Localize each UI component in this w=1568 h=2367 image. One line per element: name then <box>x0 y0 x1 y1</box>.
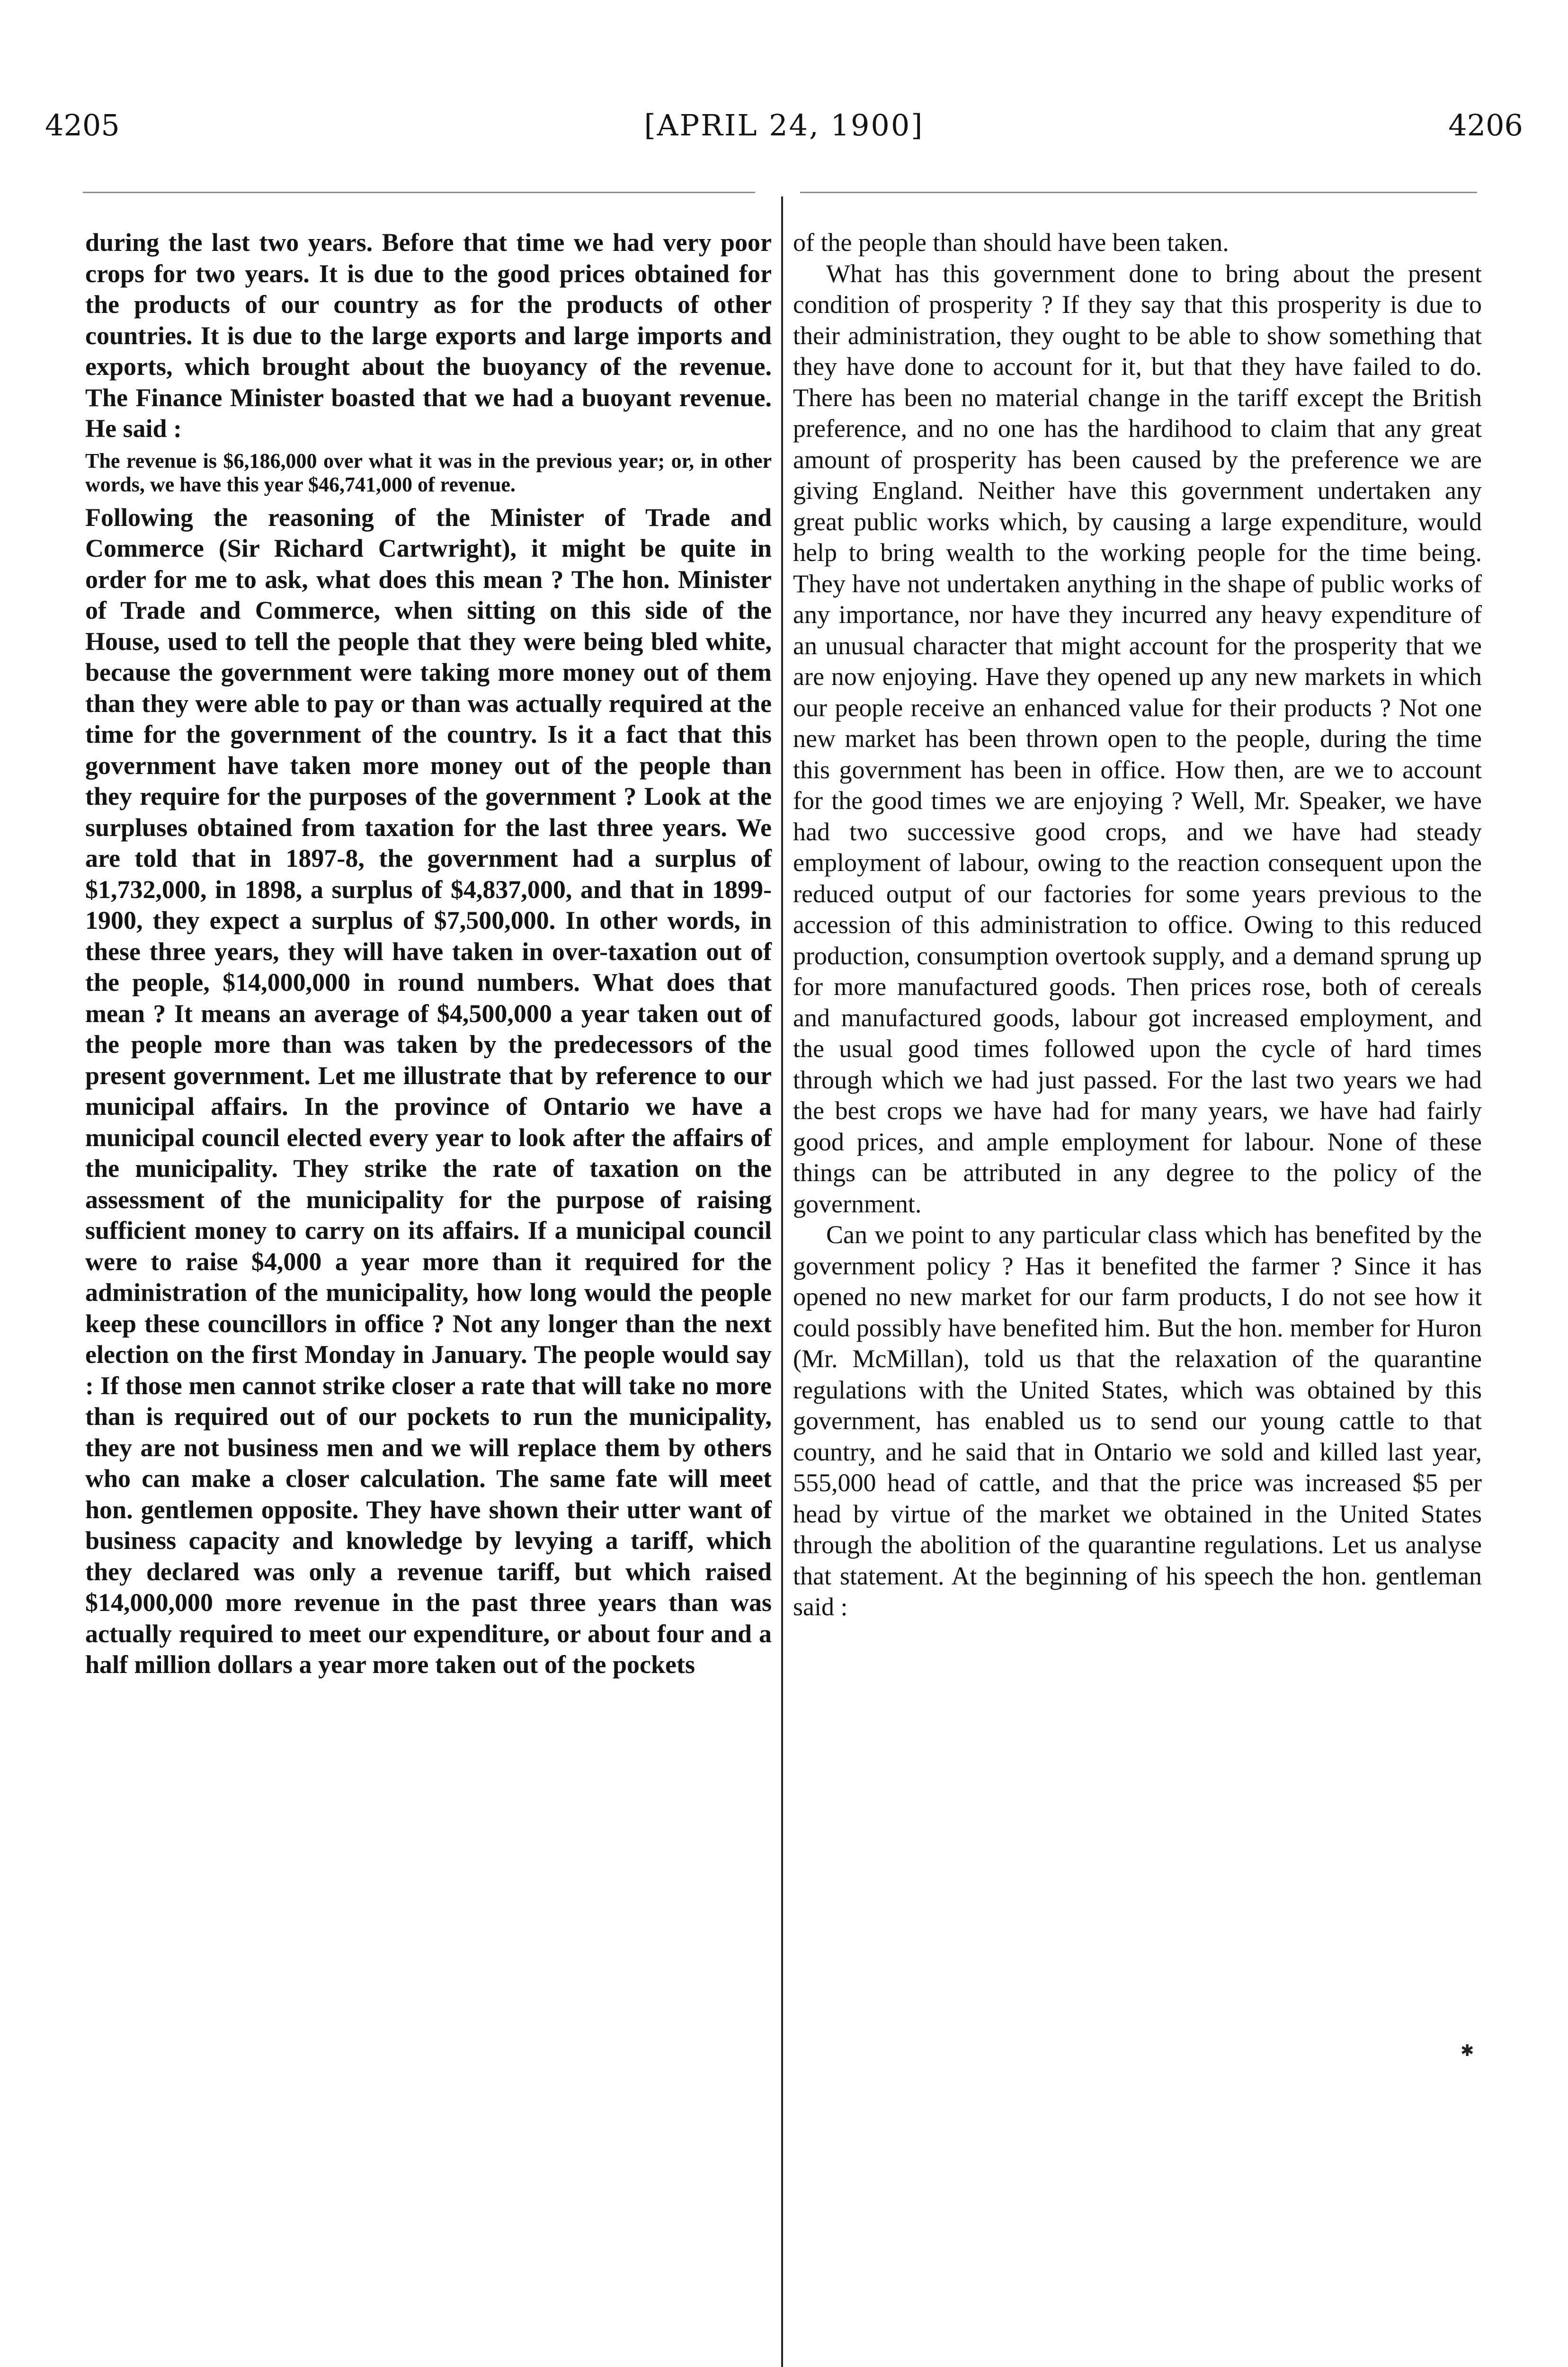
column-divider <box>781 196 783 2367</box>
left-column <box>85 227 772 1681</box>
right-column <box>793 227 1482 1623</box>
header-rule-left <box>83 192 755 193</box>
left-paragraph-1: during the last two years. Before that time we had very poor crops for two years. It is due to the good prices obtained for the products of our country as for the products of other countries. It is due to the large exports and large imports and exports, which brought about the buoyancy of the revenue. The Finance Minister boasted that we had a buoyant revenue. He said : <box>85 228 772 443</box>
page-number-right: 4206 <box>1448 108 1523 142</box>
header-date: [APRIL 24, 1900] <box>644 108 924 142</box>
left-paragraph-2: Following the reasoning of the Minister of Trade and Commerce (Sir Richard Cartwright), it might be quite in order for me to ask, what does this mean ? The hon. Minister of Trade and Commerce, when sitting on this side of the House, used to tell the people that they were being bled white, because the government were taking more money out of them than they were able to pay or than was actually required at the time for the government of the country. Is it a fact that this government have taken more money out of the people than they require for the purposes of the government ? Look at the surpluses obtained from taxation for the last three years. We are told that in 1897-8, the government had a surplus of $1,732,000, in 1898, a surplus of $4,837,000, and that in 1899-1900, they expect a surplus of $7,500,000. In other words, in these three years, they will have taken in over-taxation out of the people, $14,000,000 in round numbers. What does that mean ? It means an average of $4,500,000 a year taken out of the people more than was taken by the predecessors of the present government. Let me illustrate that by reference to our municipal affairs. In the province of Ontario we have a municipal council elected every year to look after the affairs of the municipality. They strike the rate of taxation on the assessment of the municipality for the purpose of raising sufficient money to carry on its affairs. If a municipal council were to raise $4,000 a year more than it required for the administration of the municipality, how long would the people keep these councillors in office ? Not any longer than the next election on the first Monday in January. The people would say : If those men cannot strike closer a rate that will take no more than is required out of our pockets to run the municipality, they are not business men and we will replace them by others who can make a closer calculation. The same fate will meet hon. gentlemen opposite. They have shown their utter want of business capacity and knowledge by levying a tariff, which they declared was only a revenue tariff, but which raised $14,000,000 more revenue in the past three years than was actually required to meet our expenditure, or about four and a half million dollars a year more taken out of the pockets <box>85 503 772 1679</box>
page-number-left: 4205 <box>45 108 120 142</box>
page-header <box>45 108 1523 160</box>
budget-quote: The revenue is $6,186,000 over what it was in the previous year; or, in other words, we have this year $46,741,000 of revenue. <box>85 449 772 496</box>
right-paragraph-1: of the people than should have been taken. <box>793 228 1229 257</box>
margin-mark-icon: ✱ <box>1461 2041 1474 2060</box>
right-paragraph-3: Can we point to any particular class which has benefited by the government policy ? Has it benefited the farmer ? Since it has opened no new market for our farm products, I do not see how it could possibly have benefited him. But the hon. member for Huron (Mr. McMillan), told us that the relaxation of the quarantine regulations with the United States, which was obtained by this government, has enabled us to send our young cattle to that country, and he said that in Ontario we sold and killed last year, 555,000 head of cattle, and that the price was increased $5 per head by virtue of the market we obtained in the United States through the abolition of the quarantine regulations. Let us analyse that statement. At the beginning of his speech the hon. gentleman said : <box>793 1220 1482 1621</box>
header-rule-right <box>800 192 1477 193</box>
right-paragraph-2: What has this government done to bring about the present condition of prosperity ? If they say that this prosperity is due to their administration, they ought to be able to show something that they have done to account for it, but that they have failed to do. There has been no material change in the tariff except the British preference, and no one has the hardihood to claim that any great amount of prosperity has been caused by the preference we are giving England. Neither have this government undertaken any great public works which, by causing a large expenditure, would help to bring wealth to the working people for the time being. They have not undertaken anything in the shape of public works of any importance, nor have they incurred any heavy expenditure of an unusual character that might account for the prosperity that we are now enjoying. Have they opened up any new markets in which our people receive an enhanced value for their products ? Not one new market has been thrown open to the people, during the time this government has been in office. How then, are we to account for the good times we are enjoying ? Well, Mr. Speaker, we have had two successive good crops, and we have had steady employment of labour, owing to the reaction consequent upon the reduced output of our factories for some years previous to the accession of this administration to office. Owing to this reduced production, consumption overtook supply, and a demand sprung up for more manufactured goods. Then prices rose, both of cereals and manufactured goods, labour got increased employment, and the usual good times followed upon the cycle of hard times through which we had just passed. For the last two years we had the best crops we have had for many years, we have had fairly good prices, and ample employment for labour. None of these things can be attributed in any degree to the policy of the government. <box>793 259 1482 1218</box>
